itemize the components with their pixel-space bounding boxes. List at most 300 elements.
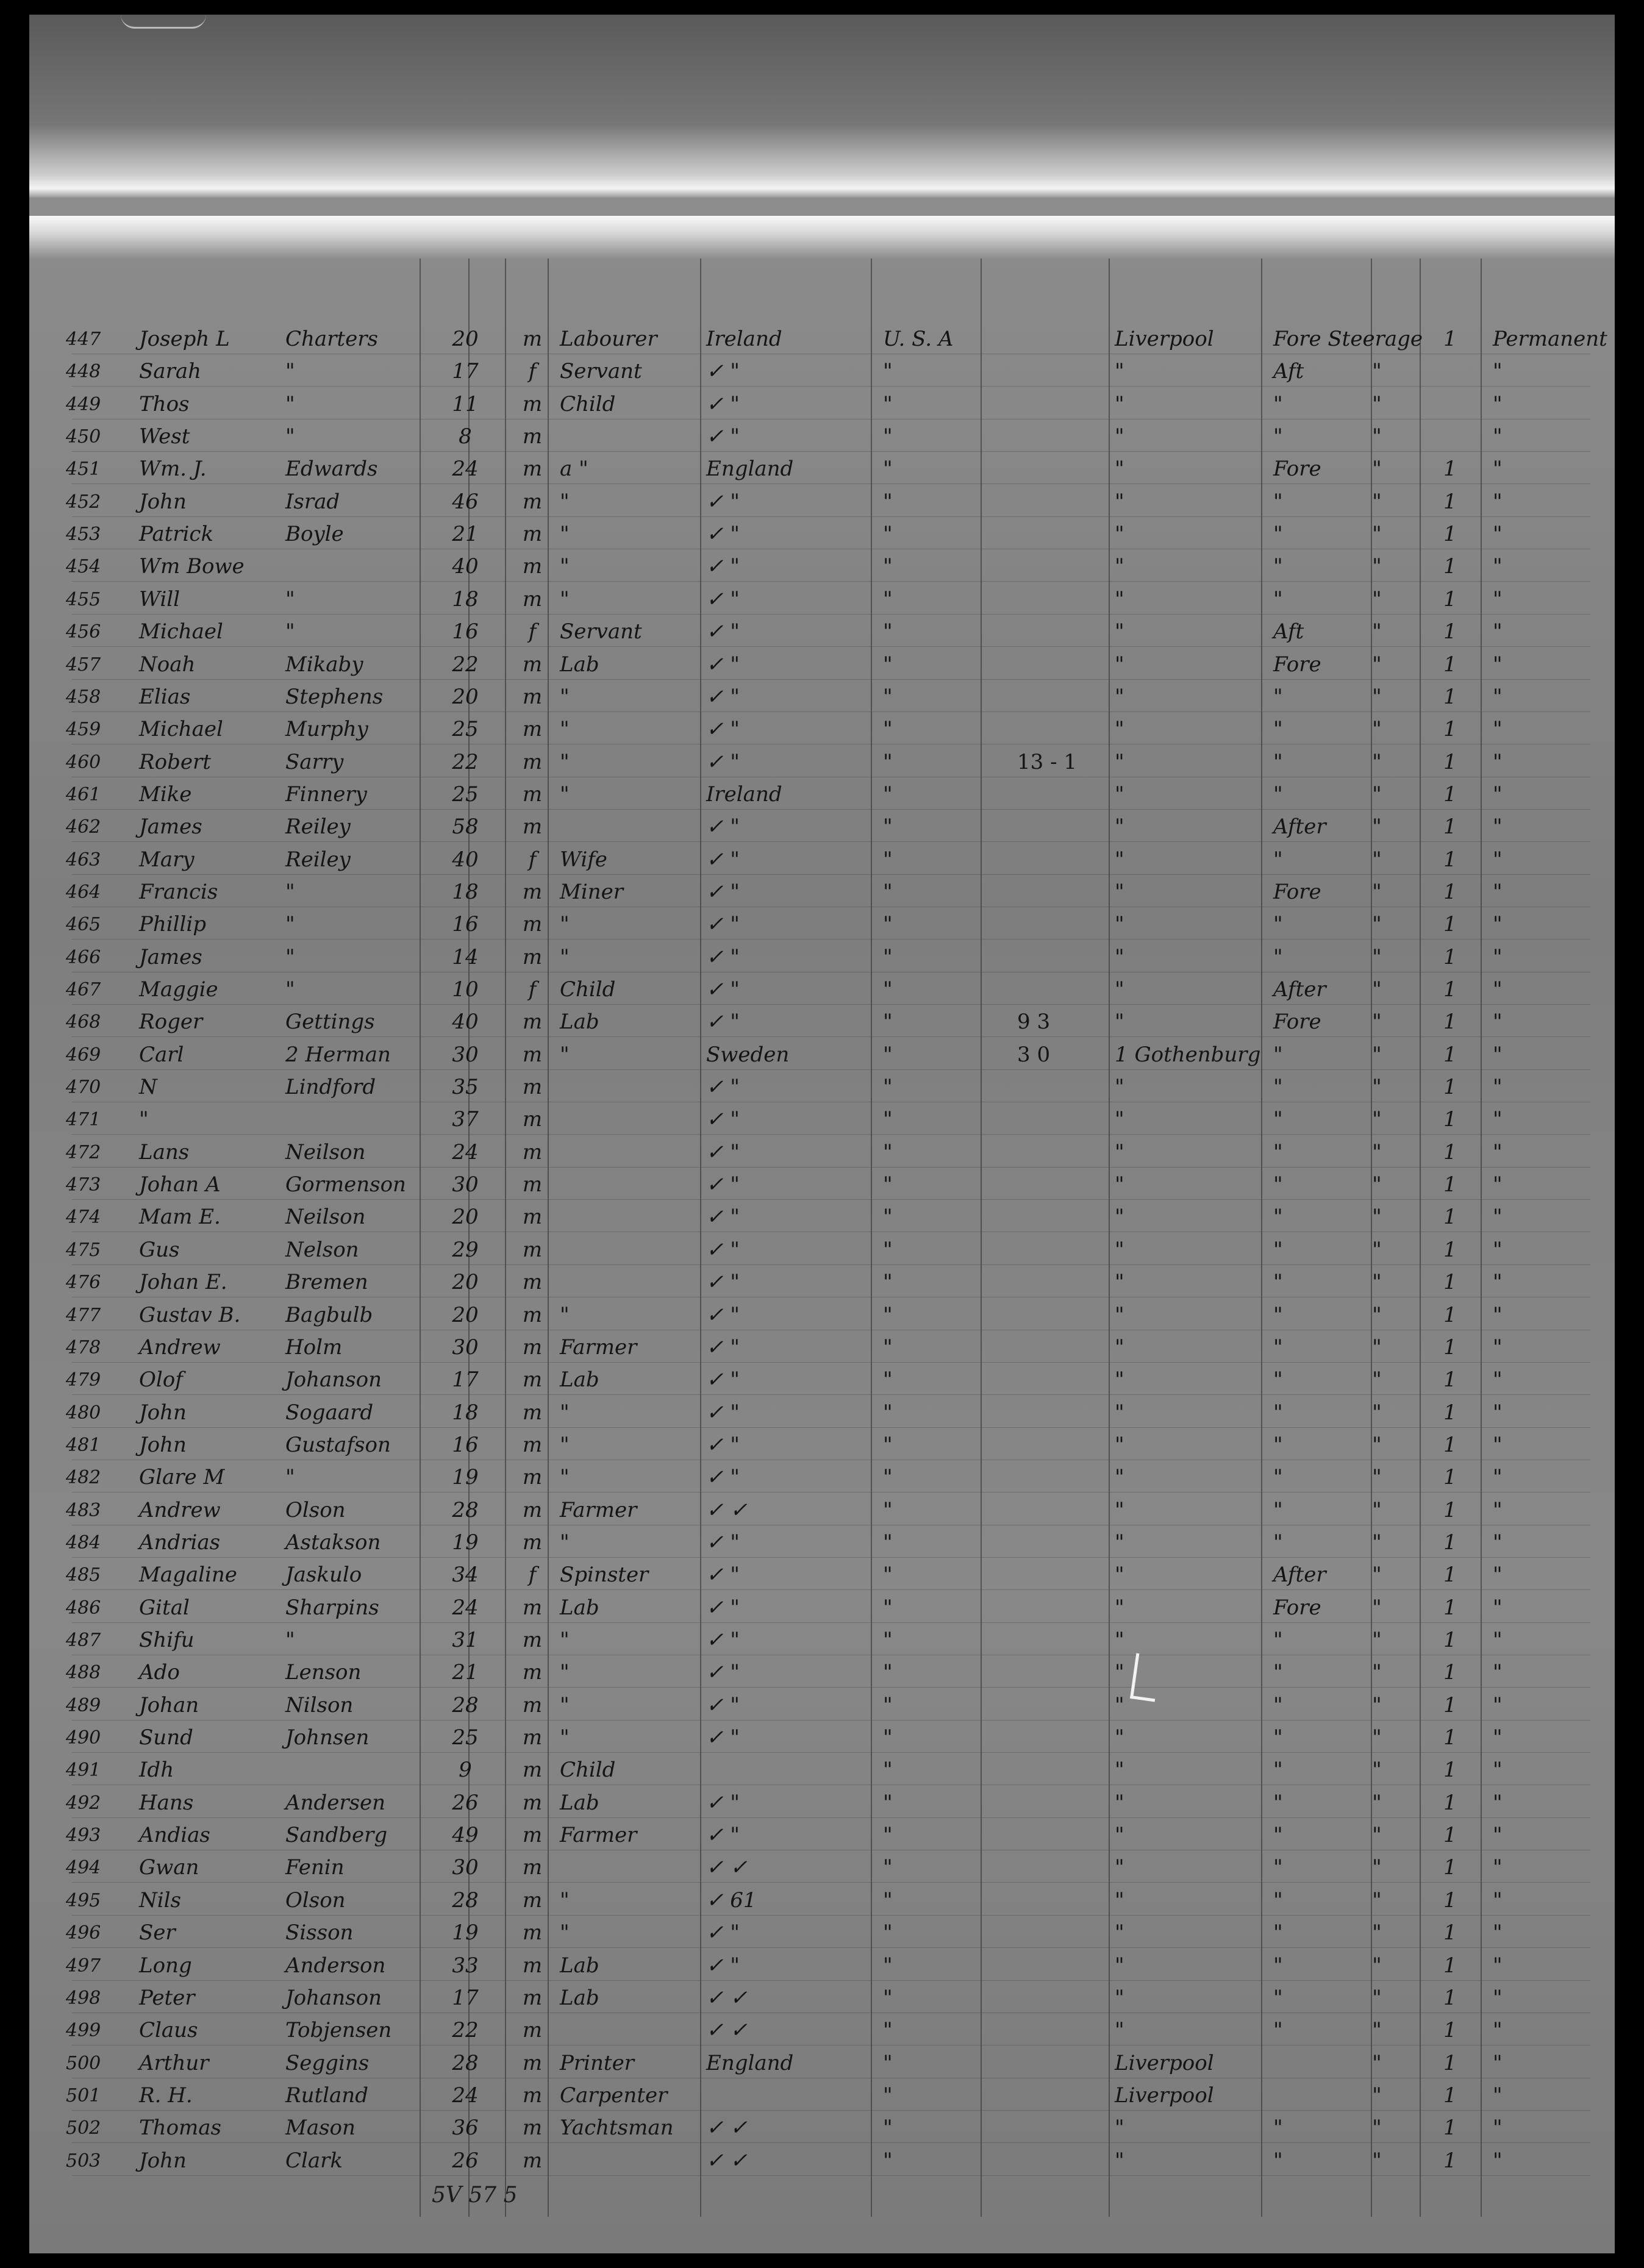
compartment-cell: Aft — [1273, 359, 1304, 384]
occupation-cell — [560, 1201, 718, 1233]
intended-residence-cell: " — [883, 1368, 893, 1393]
sex-cell: m — [522, 652, 543, 677]
port-of-embarkation-cell: Liverpool — [1115, 2083, 1214, 2108]
intended-residence-cell: " — [883, 1075, 893, 1100]
age-cell: 14 — [452, 944, 479, 969]
compartment-cell: " — [1273, 391, 1283, 416]
entry-number-cell: 480 — [66, 1402, 101, 1424]
entry-number-cell: 477 — [66, 1304, 101, 1326]
country-of-citizenship-cell: ✓ " — [706, 1302, 740, 1327]
age-cell: 18 — [452, 1400, 479, 1425]
age-cell: 24 — [452, 1139, 479, 1164]
entry-number-cell: 451 — [66, 458, 101, 480]
entry-number-cell: 472 — [66, 1141, 101, 1163]
pieces-of-luggage-cell: 1 — [1443, 1497, 1457, 1522]
occupation-cell: " — [560, 1400, 570, 1425]
ditto-mark-cell: " — [1372, 1725, 1382, 1750]
port-of-embarkation-cell: " — [1115, 1497, 1124, 1522]
compartment-cell: " — [1273, 1790, 1283, 1815]
occupation-cell: " — [560, 1302, 570, 1327]
intended-residence-cell: " — [883, 1139, 893, 1164]
ditto-mark-cell: " — [1372, 1855, 1382, 1880]
age-cell: 18 — [452, 879, 479, 904]
margin-figures-cell: 13 - 1 — [1017, 749, 1077, 774]
manifest-row — [29, 1071, 1615, 1104]
ditto-mark-cell: " — [1372, 1985, 1382, 2010]
margin-figures-cell — [1017, 811, 1121, 843]
intended-residence-cell: " — [883, 1823, 893, 1848]
ditto-mark-cell: " — [1372, 1172, 1382, 1197]
sex-cell: m — [522, 2148, 543, 2173]
entry-number-cell: 474 — [66, 1207, 101, 1228]
manifest-row — [29, 551, 1615, 583]
entry-number-cell: 470 — [66, 1077, 101, 1099]
intended-residence-cell: " — [883, 1953, 893, 1978]
occupation-cell: " — [560, 1692, 570, 1717]
margin-figures-cell — [1017, 941, 1121, 974]
pieces-of-luggage-cell: 1 — [1443, 1302, 1457, 1327]
remarks-cell: " — [1493, 391, 1503, 416]
margin-figures-cell — [1017, 583, 1121, 616]
manifest-row — [29, 1787, 1615, 1819]
remarks-cell: " — [1493, 1758, 1503, 1783]
pieces-of-luggage-cell: 1 — [1443, 977, 1457, 1002]
occupation-cell — [560, 2014, 718, 2047]
occupation-cell: Servant — [560, 619, 642, 644]
occupation-cell — [560, 811, 718, 843]
entry-number-cell: 462 — [66, 816, 101, 838]
port-of-embarkation-cell: Liverpool — [1115, 2050, 1214, 2075]
port-of-embarkation-cell: " — [1115, 1302, 1124, 1327]
country-of-citizenship-cell: ✓ " — [706, 1432, 740, 1457]
country-of-citizenship-cell: ✓ " — [706, 1270, 740, 1295]
pieces-of-luggage-cell: 1 — [1443, 1628, 1457, 1652]
entry-number-cell: 497 — [66, 1955, 101, 1977]
age-cell: 31 — [452, 1628, 479, 1652]
intended-residence-cell: " — [883, 2148, 893, 2173]
occupation-cell — [560, 1169, 718, 1201]
entry-number-cell: 488 — [66, 1662, 101, 1684]
pieces-of-luggage-cell: 1 — [1443, 522, 1457, 547]
given-name-cell: Glare M — [139, 1465, 225, 1490]
entry-number-cell: 456 — [66, 621, 101, 643]
given-name-cell: R. H. — [139, 2083, 193, 2108]
country-of-citizenship-cell: ✓ " — [706, 1335, 740, 1360]
pieces-of-luggage-cell: 1 — [1443, 489, 1457, 514]
intended-residence-cell: " — [883, 1920, 893, 1945]
manifest-row — [29, 908, 1615, 941]
age-cell: 20 — [452, 684, 479, 709]
age-cell: 17 — [452, 359, 479, 384]
sex-cell: m — [522, 944, 543, 969]
remarks-cell: " — [1493, 1855, 1503, 1880]
surname-cell: Tobjensen — [285, 2018, 392, 2043]
ditto-mark-cell: " — [1372, 1823, 1382, 1848]
manifest-row — [29, 1494, 1615, 1527]
sex-cell: m — [522, 1985, 543, 2010]
country-of-citizenship-cell: ✓ " — [706, 1920, 740, 1945]
intended-residence-cell: " — [883, 1595, 893, 1620]
margin-figures-cell — [1017, 1397, 1121, 1429]
occupation-cell: Lab — [560, 652, 599, 677]
margin-figures-cell — [1017, 616, 1121, 648]
remarks-cell: " — [1493, 1465, 1503, 1490]
intended-residence-cell: " — [883, 652, 893, 677]
remarks-cell: " — [1493, 652, 1503, 677]
surname-cell: Bremen — [285, 1270, 368, 1295]
pieces-of-luggage-cell: 1 — [1443, 879, 1457, 904]
intended-residence-cell: " — [883, 1302, 893, 1327]
country-of-citizenship-cell: ✓ " — [706, 749, 740, 774]
entry-number-cell: 463 — [66, 849, 101, 871]
occupation-cell: Spinster — [560, 1563, 649, 1588]
intended-residence-cell: " — [883, 489, 893, 514]
sex-cell: m — [522, 1758, 543, 1783]
occupation-cell: " — [560, 912, 570, 937]
intended-residence-cell: " — [883, 1335, 893, 1360]
compartment-cell: " — [1273, 1725, 1283, 1750]
intended-residence-cell: " — [883, 1205, 893, 1230]
entry-number-cell: 490 — [66, 1727, 101, 1749]
compartment-cell: After — [1273, 1563, 1326, 1588]
country-of-citizenship-cell: ✓ " — [706, 1010, 740, 1035]
sex-cell: m — [522, 1953, 543, 1978]
age-cell: 22 — [452, 749, 479, 774]
pieces-of-luggage-cell: 1 — [1443, 1172, 1457, 1197]
entry-number-cell: 452 — [66, 491, 101, 513]
ditto-mark-cell: " — [1372, 1270, 1382, 1295]
country-of-citizenship-cell: ✓ " — [706, 1823, 740, 1848]
intended-residence-cell: " — [883, 1107, 893, 1132]
ditto-mark-cell: " — [1372, 489, 1382, 514]
margin-figures-cell — [1017, 2080, 1121, 2112]
country-of-citizenship-cell: ✓ ✓ — [706, 2116, 748, 2141]
compartment-cell: " — [1273, 1823, 1283, 1848]
age-cell: 35 — [452, 1075, 479, 1100]
sex-cell: m — [522, 1107, 543, 1132]
country-of-citizenship-cell: ✓ " — [706, 1692, 740, 1717]
entry-number-cell: 467 — [66, 979, 101, 1000]
manifest-row — [29, 844, 1615, 876]
manifest-row — [29, 1299, 1615, 1332]
surname-cell: " — [285, 1628, 295, 1652]
intended-residence-cell: " — [883, 879, 893, 904]
country-of-citizenship-cell: ✓ " — [706, 652, 740, 677]
country-of-citizenship-cell: ✓ " — [706, 489, 740, 514]
port-of-embarkation-cell: " — [1115, 1692, 1124, 1717]
compartment-cell: " — [1273, 1400, 1283, 1425]
entry-number-cell: 466 — [66, 946, 101, 968]
port-of-embarkation-cell: " — [1115, 1628, 1124, 1652]
port-of-embarkation-cell: " — [1115, 1368, 1124, 1393]
margin-figures-cell — [1017, 323, 1121, 355]
remarks-cell: " — [1493, 554, 1503, 579]
compartment-cell: " — [1273, 1368, 1283, 1393]
intended-residence-cell: " — [883, 977, 893, 1002]
occupation-cell: " — [560, 1920, 570, 1945]
ditto-mark-cell: " — [1372, 879, 1382, 904]
intended-residence-cell: " — [883, 1855, 893, 1880]
country-of-citizenship-cell: ✓ " — [706, 1595, 740, 1620]
entry-number-cell: 465 — [66, 914, 101, 936]
surname-cell: Clark — [285, 2148, 343, 2173]
pieces-of-luggage-cell: 1 — [1443, 1888, 1457, 1913]
remarks-cell: " — [1493, 1497, 1503, 1522]
entry-number-cell: 468 — [66, 1011, 101, 1033]
port-of-embarkation-cell: " — [1115, 815, 1124, 840]
age-cell: 30 — [452, 1042, 479, 1067]
intended-residence-cell: " — [883, 2116, 893, 2141]
country-of-citizenship-cell: ✓ " — [706, 1172, 740, 1197]
given-name-cell: Michael — [139, 717, 223, 742]
ditto-mark-cell: " — [1372, 1692, 1382, 1717]
ditto-mark-cell: " — [1372, 1758, 1382, 1783]
entry-number-cell: 459 — [66, 719, 101, 741]
pieces-of-luggage-cell: 1 — [1443, 2018, 1457, 2043]
given-name-cell: Patrick — [139, 522, 214, 547]
remarks-cell: " — [1493, 1790, 1503, 1815]
pieces-of-luggage-cell: 1 — [1443, 1368, 1457, 1393]
manifest-page — [29, 15, 1615, 2253]
intended-residence-cell: " — [883, 424, 893, 449]
manifest-row — [29, 583, 1615, 616]
margin-figures-cell — [1017, 1364, 1121, 1396]
age-cell: 33 — [452, 1953, 479, 1978]
margin-figures-cell — [1017, 1885, 1121, 1917]
sex-cell: m — [522, 587, 543, 612]
given-name-cell: John — [139, 1432, 187, 1457]
intended-residence-cell: " — [883, 912, 893, 937]
pieces-of-luggage-cell: 1 — [1443, 1758, 1457, 1783]
given-name-cell: Robert — [139, 749, 211, 774]
manifest-row — [29, 1039, 1615, 1071]
port-of-embarkation-cell: " — [1115, 1953, 1124, 1978]
surname-cell: Nilson — [285, 1692, 354, 1717]
manifest-row — [29, 1754, 1615, 1786]
country-of-citizenship-cell: Ireland — [706, 782, 782, 807]
port-of-embarkation-cell: " — [1115, 424, 1124, 449]
pieces-of-luggage-cell: 1 — [1443, 1042, 1457, 1067]
age-cell: 26 — [452, 2148, 479, 2173]
pieces-of-luggage-cell: 1 — [1443, 587, 1457, 612]
manifest-row — [29, 1722, 1615, 1754]
ditto-mark-cell: " — [1372, 1432, 1382, 1457]
age-cell: 16 — [452, 1432, 479, 1457]
port-of-embarkation-cell: " — [1115, 1823, 1124, 1848]
compartment-cell: " — [1273, 1758, 1283, 1783]
sex-cell: m — [522, 684, 543, 709]
manifest-row — [29, 2145, 1615, 2177]
ditto-mark-cell: " — [1372, 1497, 1382, 1522]
entry-number-cell: 484 — [66, 1532, 101, 1553]
pieces-of-luggage-cell: 1 — [1443, 847, 1457, 872]
given-name-cell: " — [139, 1107, 149, 1132]
age-cell: 28 — [452, 1888, 479, 1913]
pieces-of-luggage-cell: 1 — [1443, 1563, 1457, 1588]
entry-number-cell: 482 — [66, 1467, 101, 1489]
remarks-cell: " — [1493, 1660, 1503, 1685]
remarks-cell: " — [1493, 1400, 1503, 1425]
given-name-cell: Joseph L — [139, 327, 230, 351]
margin-figures-cell — [1017, 421, 1121, 453]
compartment-cell: " — [1273, 2116, 1283, 2141]
pieces-of-luggage-cell: 1 — [1443, 554, 1457, 579]
sex-cell: m — [522, 2018, 543, 2043]
age-cell: 20 — [452, 1270, 479, 1295]
margin-figures-cell: 9 3 — [1017, 1010, 1051, 1035]
sex-cell: m — [522, 1920, 543, 1945]
remarks-cell: " — [1493, 1530, 1503, 1555]
manifest-row — [29, 2112, 1615, 2144]
remarks-cell: " — [1493, 619, 1503, 644]
remarks-cell: " — [1493, 912, 1503, 937]
margin-figures-cell — [1017, 1266, 1121, 1299]
entry-number-cell: 500 — [66, 2052, 101, 2074]
remarks-cell: " — [1493, 977, 1503, 1002]
entry-number-cell: 473 — [66, 1174, 101, 1196]
ditto-mark-cell: " — [1372, 1790, 1382, 1815]
intended-residence-cell: " — [883, 1497, 893, 1522]
pieces-of-luggage-cell: 1 — [1443, 1595, 1457, 1620]
manifest-row — [29, 1169, 1615, 1201]
port-of-embarkation-cell: " — [1115, 1010, 1124, 1035]
given-name-cell: Gwan — [139, 1855, 199, 1880]
ditto-mark-cell: " — [1372, 359, 1382, 384]
compartment-cell: " — [1273, 1465, 1283, 1490]
compartment-cell: " — [1273, 1139, 1283, 1164]
entry-number-cell: 454 — [66, 556, 101, 578]
surname-cell: Charters — [285, 327, 378, 351]
age-cell: 40 — [452, 554, 479, 579]
manifest-row — [29, 1332, 1615, 1364]
given-name-cell: Wm. J. — [139, 457, 207, 482]
given-name-cell: Mary — [139, 847, 195, 872]
surname-cell: Neilson — [285, 1139, 366, 1164]
margin-figures-cell — [1017, 1104, 1121, 1136]
surname-cell: Johnsen — [285, 1725, 370, 1750]
ditto-mark-cell: " — [1372, 1888, 1382, 1913]
intended-residence-cell: " — [883, 847, 893, 872]
pieces-of-luggage-cell: 1 — [1443, 749, 1457, 774]
pieces-of-luggage-cell: 1 — [1443, 327, 1457, 351]
pieces-of-luggage-cell: 1 — [1443, 1530, 1457, 1555]
given-name-cell: Ser — [139, 1920, 176, 1945]
country-of-citizenship-cell: ✓ ✓ — [706, 2018, 748, 2043]
margin-figures-cell — [1017, 649, 1121, 681]
port-of-embarkation-cell: " — [1115, 1725, 1124, 1750]
occupation-cell: Child — [560, 391, 616, 416]
margin-figures-cell — [1017, 713, 1121, 746]
margin-figures-cell — [1017, 779, 1121, 811]
intended-residence-cell: " — [883, 2083, 893, 2108]
country-of-citizenship-cell: ✓ " — [706, 977, 740, 1002]
surname-cell: Reiley — [285, 815, 351, 840]
occupation-cell: Yachtsman — [560, 2116, 674, 2141]
entry-number-cell: 489 — [66, 1694, 101, 1716]
surname-cell: " — [285, 977, 295, 1002]
surname-cell: Boyle — [285, 522, 344, 547]
country-of-citizenship-cell: ✓ " — [706, 1563, 740, 1588]
margin-figures-cell — [1017, 681, 1121, 713]
sex-cell: m — [522, 1335, 543, 1360]
compartment-cell: " — [1273, 749, 1283, 774]
sex-cell: m — [522, 1400, 543, 1425]
pieces-of-luggage-cell: 1 — [1443, 815, 1457, 840]
surname-cell: Israd — [285, 489, 340, 514]
margin-figures-cell — [1017, 1461, 1121, 1494]
given-name-cell: Lans — [139, 1139, 190, 1164]
compartment-cell: " — [1273, 1628, 1283, 1652]
age-cell: 22 — [452, 2018, 479, 2043]
ditto-mark-cell: " — [1372, 1075, 1382, 1100]
country-of-citizenship-cell: England — [706, 2050, 794, 2075]
surname-cell: Edwards — [285, 457, 378, 482]
age-cell: 28 — [452, 1497, 479, 1522]
manifest-row — [29, 616, 1615, 648]
entry-number-cell: 495 — [66, 1889, 101, 1911]
sex-cell: m — [522, 1725, 543, 1750]
compartment-cell: After — [1273, 815, 1326, 840]
pieces-of-luggage-cell: 1 — [1443, 1237, 1457, 1262]
remarks-cell: " — [1493, 424, 1503, 449]
country-of-citizenship-cell: ✓ " — [706, 1790, 740, 1815]
port-of-embarkation-cell: " — [1115, 1888, 1124, 1913]
surname-cell: " — [285, 1465, 295, 1490]
country-of-citizenship-cell: ✓ " — [706, 944, 740, 969]
port-of-embarkation-cell: " — [1115, 1595, 1124, 1620]
age-cell: 29 — [452, 1237, 479, 1262]
ditto-mark-cell: " — [1372, 847, 1382, 872]
surname-cell: Sarry — [285, 749, 344, 774]
occupation-cell: Farmer — [560, 1497, 637, 1522]
given-name-cell: Wm Bowe — [139, 554, 245, 579]
surname-cell: Astakson — [285, 1530, 381, 1555]
compartment-cell: " — [1273, 1888, 1283, 1913]
port-of-embarkation-cell: " — [1115, 1270, 1124, 1295]
age-cell: 49 — [452, 1823, 479, 1848]
age-cell: 26 — [452, 1790, 479, 1815]
manifest-row — [29, 1656, 1615, 1689]
sex-cell: f — [528, 359, 537, 384]
remarks-cell: " — [1493, 359, 1503, 384]
manifest-row — [29, 1104, 1615, 1136]
compartment-cell: " — [1273, 1172, 1283, 1197]
age-cell: 17 — [452, 1368, 479, 1393]
intended-residence-cell: " — [883, 1985, 893, 2010]
occupation-cell — [560, 1852, 718, 1884]
sex-cell: m — [522, 1368, 543, 1393]
pieces-of-luggage-cell — [1432, 388, 1468, 421]
pieces-of-luggage-cell: 1 — [1443, 1823, 1457, 1848]
occupation-cell: Lab — [560, 1368, 599, 1393]
port-of-embarkation-cell: " — [1115, 944, 1124, 969]
remarks-cell: " — [1493, 1205, 1503, 1230]
surname-cell: Neilson — [285, 1205, 366, 1230]
intended-residence-cell: " — [883, 717, 893, 742]
manifest-row — [29, 421, 1615, 453]
margin-figures-cell — [1017, 1071, 1121, 1104]
surname-cell: " — [285, 619, 295, 644]
entry-number-cell: 491 — [66, 1760, 101, 1781]
occupation-cell: " — [560, 1888, 570, 1913]
manifest-row — [29, 518, 1615, 551]
ditto-mark-cell: " — [1372, 1530, 1382, 1555]
sex-cell: m — [522, 391, 543, 416]
ditto-mark-cell: " — [1372, 2116, 1382, 2141]
occupation-cell: " — [560, 782, 570, 807]
pieces-of-luggage-cell: 1 — [1443, 912, 1457, 937]
ditto-mark-cell — [1359, 323, 1395, 355]
